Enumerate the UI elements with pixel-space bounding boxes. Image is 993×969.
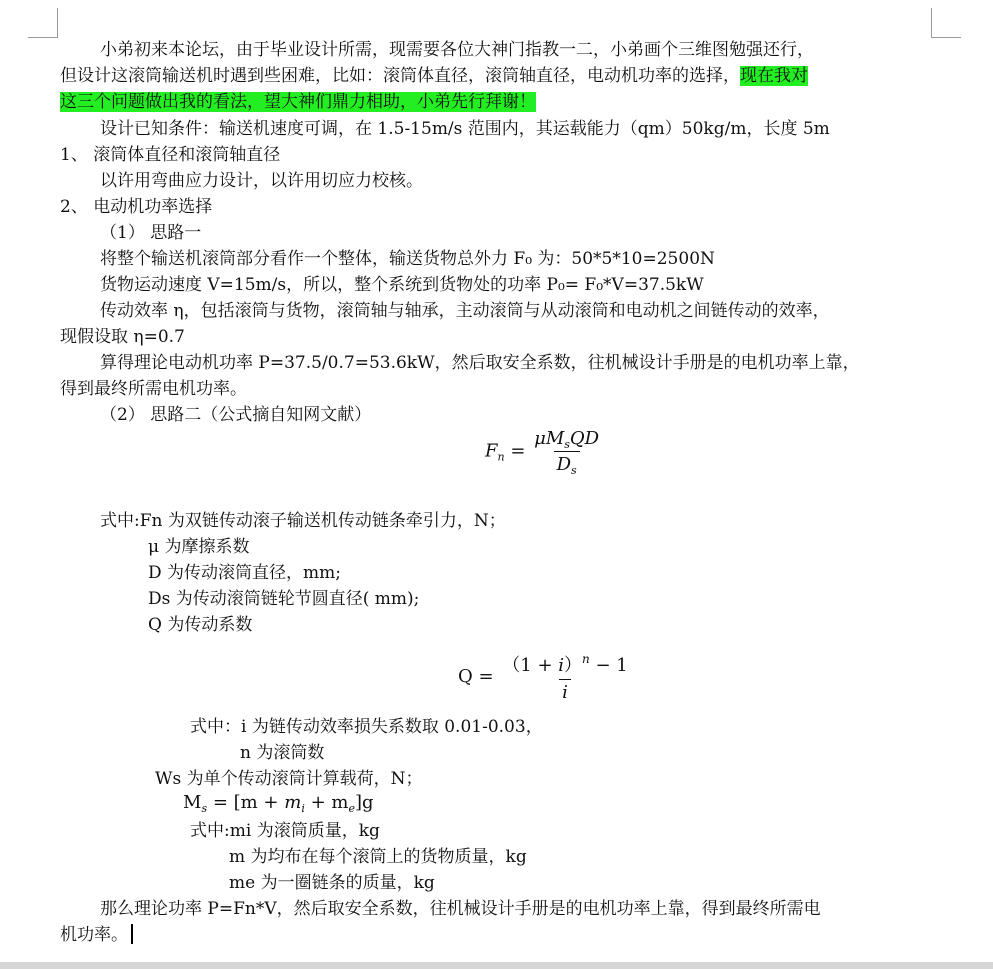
def-q[interactable]: Q 为传动系数 <box>148 615 253 635</box>
para1-line1[interactable]: 小弟初来本论坛，由于毕业设计所需，现需要各位大神门指教一二，小弟画个三维图勉强还行， <box>100 40 814 60</box>
def-fn[interactable]: 式中:Fn 为双链传动滚子输送机传动链条牵引力，N； <box>100 511 506 531</box>
idea2-title[interactable]: （2） 思路二（公式摘自知网文献） <box>100 405 372 425</box>
known-conditions[interactable]: 设计已知条件：输送机速度可调，在 1.5-15m/s 范围内，其运载能力（qm）50kg/m，长度 5m <box>100 119 830 139</box>
formula-fn[interactable]: $F_n$ = $\frac{\mu M_sQD}{D_s}$ <box>485 428 600 477</box>
def-i[interactable]: 式中：i 为链传动效率损失系数取 0.01-0.03， <box>190 717 543 737</box>
conclusion-line2-text: 机功率。 <box>60 925 128 945</box>
para1-line2-text: 但设计这滚筒输送机时遇到些困难，比如：滚筒体直径，滚筒轴直径，电动机功率的选择， <box>60 66 740 86</box>
idea1-line4[interactable]: 现假设取 η=0.7 <box>60 327 185 347</box>
def-me[interactable]: me 为一圈链条的质量，kg <box>229 873 435 893</box>
para1-line2[interactable] <box>60 63 808 89</box>
crop-mark-top-left <box>57 8 58 38</box>
idea1-title[interactable]: （1） 思路一 <box>100 223 202 243</box>
formula-q[interactable]: Q = $\frac{(1 + i)^n - 1}{i}$ <box>458 652 628 703</box>
formula-ms[interactable]: $M_s = [m + m_i + m_e]g$ <box>183 792 374 815</box>
def-d[interactable]: D 为传动滚筒直径，mm; <box>148 563 342 583</box>
idea1-line6[interactable]: 得到最终所需电机功率。 <box>60 379 247 399</box>
conclusion-line2[interactable] <box>60 922 133 948</box>
conclusion-line1[interactable]: 那么理论功率 P=Fn*V，然后取安全系数，往机械设计手册是的电机功率上靠，得到最终所需电 <box>100 899 821 919</box>
para1-highlight-end: 这三个问题做出我的看法，望大神们鼎力相助，小弟先行拜谢！ <box>60 92 536 112</box>
def-mu[interactable]: μ 为摩擦系数 <box>148 537 250 557</box>
def-ws[interactable]: Ws 为单个传动滚筒计算载荷，N； <box>155 769 423 789</box>
para1-line3[interactable] <box>60 89 536 115</box>
window-bottom-edge <box>0 962 993 969</box>
section1-body[interactable]: 以许用弯曲应力设计，以许用切应力校核。 <box>100 171 423 191</box>
idea1-line1[interactable]: 将整个输送机滚筒部分看作一个整体，输送货物总外力 F₀ 为：50*5*10=2500N <box>100 249 715 269</box>
def-mi[interactable]: 式中:mi 为滚筒质量，kg <box>190 821 380 841</box>
def-ds[interactable]: Ds 为传动滚筒链轮节圆直径( mm); <box>148 589 420 609</box>
para1-highlight-start: 现在我对 <box>740 66 808 86</box>
def-n[interactable]: n 为滚筒数 <box>240 743 325 763</box>
idea1-line5[interactable]: 算得理论电动机功率 P=37.5/0.7=53.6kW，然后取安全系数，往机械设计手册是的电机功率上靠， <box>100 353 860 373</box>
crop-mark-top-right <box>931 8 932 38</box>
def-m[interactable]: m 为均布在每个滚筒上的货物质量，kg <box>229 847 527 867</box>
section2-title[interactable]: 2、 电动机功率选择 <box>60 197 213 217</box>
section1-title[interactable]: 1、 滚筒体直径和滚筒轴直径 <box>60 145 281 165</box>
idea1-line2[interactable]: 货物运动速度 V=15m/s，所以，整个系统到货物处的功率 P₀= F₀*V=37.5kW <box>100 275 704 295</box>
text-cursor <box>131 924 133 944</box>
idea1-line3[interactable]: 传动效率 η，包括滚筒与货物，滚筒轴与轴承，主动滚筒与从动滚筒和电动机之间链传动的效率， <box>100 301 830 321</box>
crop-mark-top-left-h <box>28 37 58 38</box>
crop-mark-top-right-h <box>931 37 961 38</box>
